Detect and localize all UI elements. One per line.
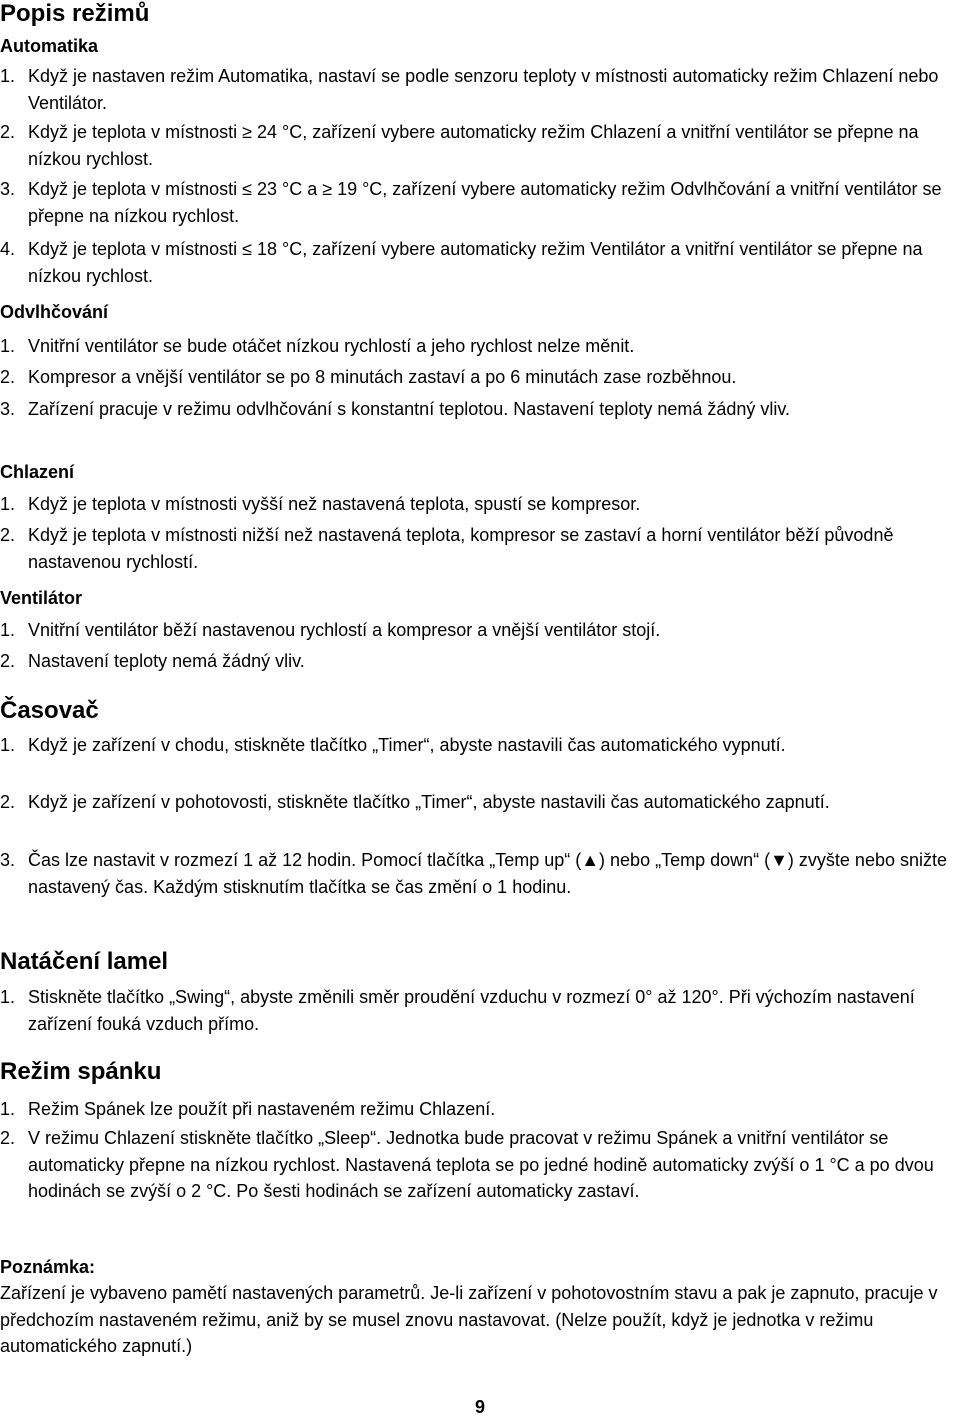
section-title-timer: Časovač (0, 697, 99, 724)
fan-item-1 (0, 617, 958, 644)
item-text: Když je nastaven režim Automatika, nastaví se podle senzoru teploty v místnosti automaticky režim Chlazení nebo Ventilátor. (28, 66, 939, 113)
timer-item-3 (0, 847, 958, 900)
timer-item-1 (0, 732, 958, 759)
item-number: 2. (0, 651, 16, 671)
item-text: Zařízení pracuje v režimu odvlhčování s konstantní teplotou. Nastavení teploty nemá žádný vliv. (28, 399, 791, 419)
timer-item-2 (0, 789, 958, 816)
dehum-item-1 (0, 333, 958, 360)
item-number: 2. (0, 122, 16, 142)
item-text: Režim Spánek lze použít při nastaveném režimu Chlazení. (28, 1099, 496, 1119)
item-text: Když je zařízení v pohotovosti, stiskněte tlačítko „Timer“, abyste nastavili čas automatického zapnutí. (28, 792, 830, 812)
item-number: 2. (0, 792, 16, 812)
item-number: 1. (0, 336, 16, 356)
sleep-item-2 (0, 1125, 958, 1205)
item-number: 2. (0, 367, 16, 387)
item-text: V režimu Chlazení stiskněte tlačítko „Sleep“. Jednotka bude pracovat v režimu Spánek a vnitřní ventilátor se automaticky přepne na nízkou rychlost. Nastavená teplota se po jedné hodině automaticky zvýší o 1 °C a po dvou hodinách se zvýší o 2 °C. Po šesti hodinách se zařízení automaticky zastaví. (28, 1128, 934, 1201)
sleep-item-1 (0, 1096, 958, 1123)
item-text: Vnitřní ventilátor se bude otáčet nízkou rychlostí a jeho rychlost nelze měnit. (28, 336, 635, 356)
auto-item-2 (0, 119, 958, 172)
item-number: 1. (0, 735, 16, 755)
subsection-title-cool: Chlazení (0, 462, 75, 482)
item-text: Stiskněte tlačítko „Swing“, abyste změnili směr proudění vzduchu v rozmezí 0° až 120°. Při výchozím nastavení zařízení fouká vzduch přímo. (28, 987, 915, 1034)
item-text: Když je teplota v místnosti ≤ 18 °C, zařízení vybere automaticky režim Ventilátor a vnitřní ventilátor se přepne na nízkou rychlost. (28, 239, 923, 286)
item-text: Nastavení teploty nemá žádný vliv. (28, 651, 305, 671)
item-number: 3. (0, 399, 16, 419)
note-text: Zařízení je vybaveno pamětí nastavených parametrů. Je-li zařízení v pohotovostním stavu a pak je zapnuto, pracuje v předchozím nastaveném režimu, aniž by se musel znovu nastavovat. (Nelze použít, když je jednotka v režimu automatického zapnutí.) (0, 1283, 938, 1356)
auto-item-4 (0, 236, 958, 289)
subsection-title-dehum: Odvlhčování (0, 302, 109, 322)
item-text: Když je teplota v místnosti vyšší než nastavená teplota, spustí se kompresor. (28, 494, 641, 514)
cool-item-1 (0, 491, 958, 518)
item-number: 3. (0, 850, 16, 870)
item-number: 3. (0, 179, 16, 199)
note-title: Poznámka: (0, 1257, 96, 1277)
swing-item-1 (0, 984, 958, 1037)
item-text: Když je teplota v místnosti ≤ 23 °C a ≥ 19 °C, zařízení vybere automaticky režim Odvlhčování a vnitřní ventilátor se přepne na nízkou rychlost. (28, 179, 942, 226)
item-text: Když je teplota v místnosti nižší než nastavená teplota, kompresor se zastaví a horní ventilátor běží původně nastavenou rychlostí. (28, 525, 894, 572)
cool-item-2 (0, 522, 958, 575)
section-title-sleep: Režim spánku (0, 1058, 162, 1085)
fan-item-2 (0, 648, 958, 675)
section-title-swing: Natáčení lamel (0, 948, 169, 975)
item-text: Vnitřní ventilátor běží nastavenou rychlostí a kompresor a vnější ventilátor stojí. (28, 620, 661, 640)
auto-item-3 (0, 176, 958, 229)
item-text: Když je teplota v místnosti ≥ 24 °C, zařízení vybere automaticky režim Chlazení a vnitřní ventilátor se přepne na nízkou rychlost. (28, 122, 919, 169)
subsection-title-fan: Ventilátor (0, 588, 83, 608)
section-title-modes: Popis režimů (0, 0, 150, 27)
item-number: 2. (0, 1128, 16, 1148)
item-text: Když je zařízení v chodu, stiskněte tlačítko „Timer“, abyste nastavili čas automatického vypnutí. (28, 735, 786, 755)
auto-item-1 (0, 63, 958, 116)
item-number: 1. (0, 494, 16, 514)
item-number: 2. (0, 525, 16, 545)
item-number: 4. (0, 239, 16, 259)
dehum-item-3 (0, 396, 958, 423)
subsection-title-auto: Automatika (0, 36, 99, 56)
dehum-item-2 (0, 364, 958, 391)
item-number: 1. (0, 620, 16, 640)
item-text: Kompresor a vnější ventilátor se po 8 minutách zastaví a po 6 minutách zase rozběhnou. (28, 367, 737, 387)
page-number: 9 (474, 1397, 485, 1417)
item-text: Čas lze nastavit v rozmezí 1 až 12 hodin. Pomocí tlačítka „Temp up“ (▲) nebo „Temp down“ (▼) zvyšte nebo snižte nastavený čas. Každým stisknutím tlačítka se čas změní o 1 hodinu. (28, 850, 948, 897)
item-number: 1. (0, 1099, 16, 1119)
item-number: 1. (0, 987, 16, 1007)
item-number: 1. (0, 66, 16, 86)
